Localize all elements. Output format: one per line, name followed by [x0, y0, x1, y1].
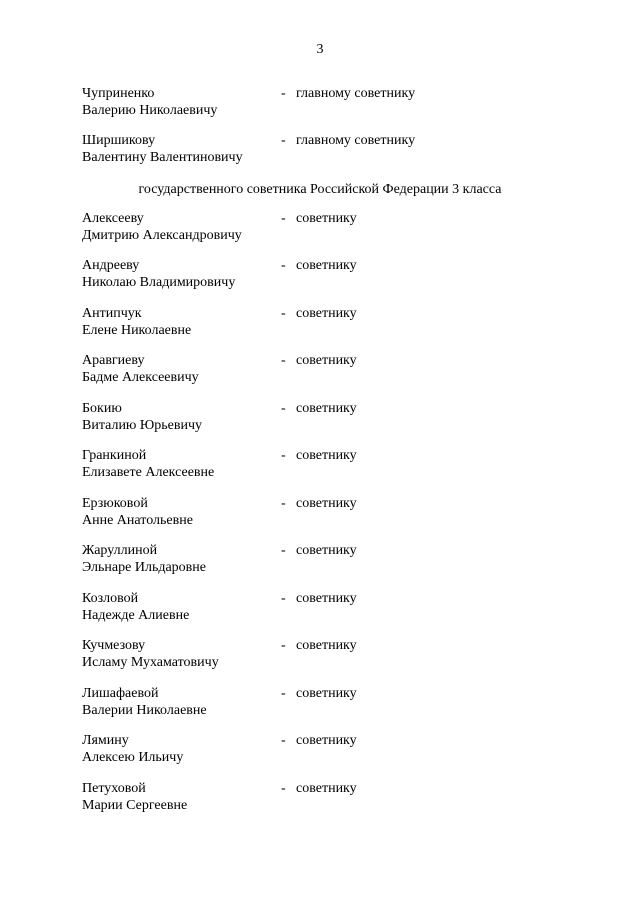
given-names: Марии Сергеевне [82, 798, 188, 813]
dash: - [281, 781, 286, 796]
rank: советнику [296, 638, 357, 653]
dash: - [281, 496, 286, 511]
dash: - [281, 306, 286, 321]
surname: Жаруллиной [82, 543, 158, 558]
dash: - [281, 733, 286, 748]
dash: - [281, 86, 286, 101]
rank: главному советнику [296, 133, 416, 148]
dash: - [281, 448, 286, 463]
dash: - [281, 353, 286, 368]
surname: Лямину [82, 733, 129, 748]
rank: советнику [296, 211, 357, 226]
rank: советнику [296, 781, 357, 796]
list-item [82, 447, 562, 481]
surname: Аравгиеву [82, 353, 145, 368]
surname: Петуховой [82, 781, 146, 796]
given-names: Валентину Валентиновичу [82, 150, 243, 165]
given-names: Елене Николаевне [82, 323, 192, 338]
given-names: Исламу Мухаматовичу [82, 655, 219, 670]
rank: главному советнику [296, 86, 416, 101]
dash: - [281, 543, 286, 558]
rank: советнику [296, 306, 357, 321]
list-item [82, 685, 562, 719]
dash: - [281, 401, 286, 416]
rank: советнику [296, 401, 357, 416]
list-item [82, 132, 562, 166]
list-item [82, 637, 562, 671]
surname: Бокию [82, 401, 122, 416]
list-item [82, 590, 562, 624]
surname: Кучмезову [82, 638, 146, 653]
given-names: Дмитрию Александровичу [82, 228, 242, 243]
surname: Козловой [82, 591, 139, 606]
given-names: Валерии Николаевне [82, 703, 207, 718]
dash: - [281, 258, 286, 273]
surname: Ширшикову [82, 133, 156, 148]
surname: Лишафаевой [82, 686, 159, 701]
surname: Чуприненко [82, 86, 155, 101]
rank: советнику [296, 591, 357, 606]
list-item [82, 352, 562, 386]
page-number: 3 [316, 42, 324, 57]
given-names: Валерию Николаевичу [82, 103, 218, 118]
surname: Ерзюковой [82, 496, 148, 511]
given-names: Эльнаре Ильдаровне [82, 560, 206, 575]
given-names: Анне Анатольевне [82, 513, 193, 528]
dash: - [281, 686, 286, 701]
list-item [82, 542, 562, 576]
list-item [82, 257, 562, 291]
given-names: Виталию Юрьевичу [82, 418, 203, 433]
list-item [82, 210, 562, 244]
rank: советнику [296, 258, 357, 273]
surname: Антипчук [82, 306, 142, 321]
dash: - [281, 591, 286, 606]
list-item [82, 732, 562, 766]
rank: советнику [296, 496, 357, 511]
list-item [82, 780, 562, 814]
surname: Гранкиной [82, 448, 147, 463]
rank: советнику [296, 686, 357, 701]
dash: - [281, 638, 286, 653]
list-item [82, 305, 562, 339]
dash: - [281, 211, 286, 226]
surname: Андрееву [82, 258, 140, 273]
rank: советнику [296, 448, 357, 463]
given-names: Николаю Владимировичу [82, 275, 236, 290]
rank: советнику [296, 543, 357, 558]
rank: советнику [296, 353, 357, 368]
rank: советнику [296, 733, 357, 748]
list-item [82, 85, 562, 119]
list-item [82, 400, 562, 434]
surname: Алексееву [82, 211, 144, 226]
dash: - [281, 133, 286, 148]
given-names: Алексею Ильичу [82, 750, 184, 765]
given-names: Бадме Алексеевичу [82, 370, 199, 385]
given-names: Елизавете Алексеевне [82, 465, 215, 480]
given-names: Надежде Алиевне [82, 608, 190, 623]
list-item [82, 495, 562, 529]
section-heading: государственного советника Российской Федерации 3 класса [138, 182, 502, 197]
